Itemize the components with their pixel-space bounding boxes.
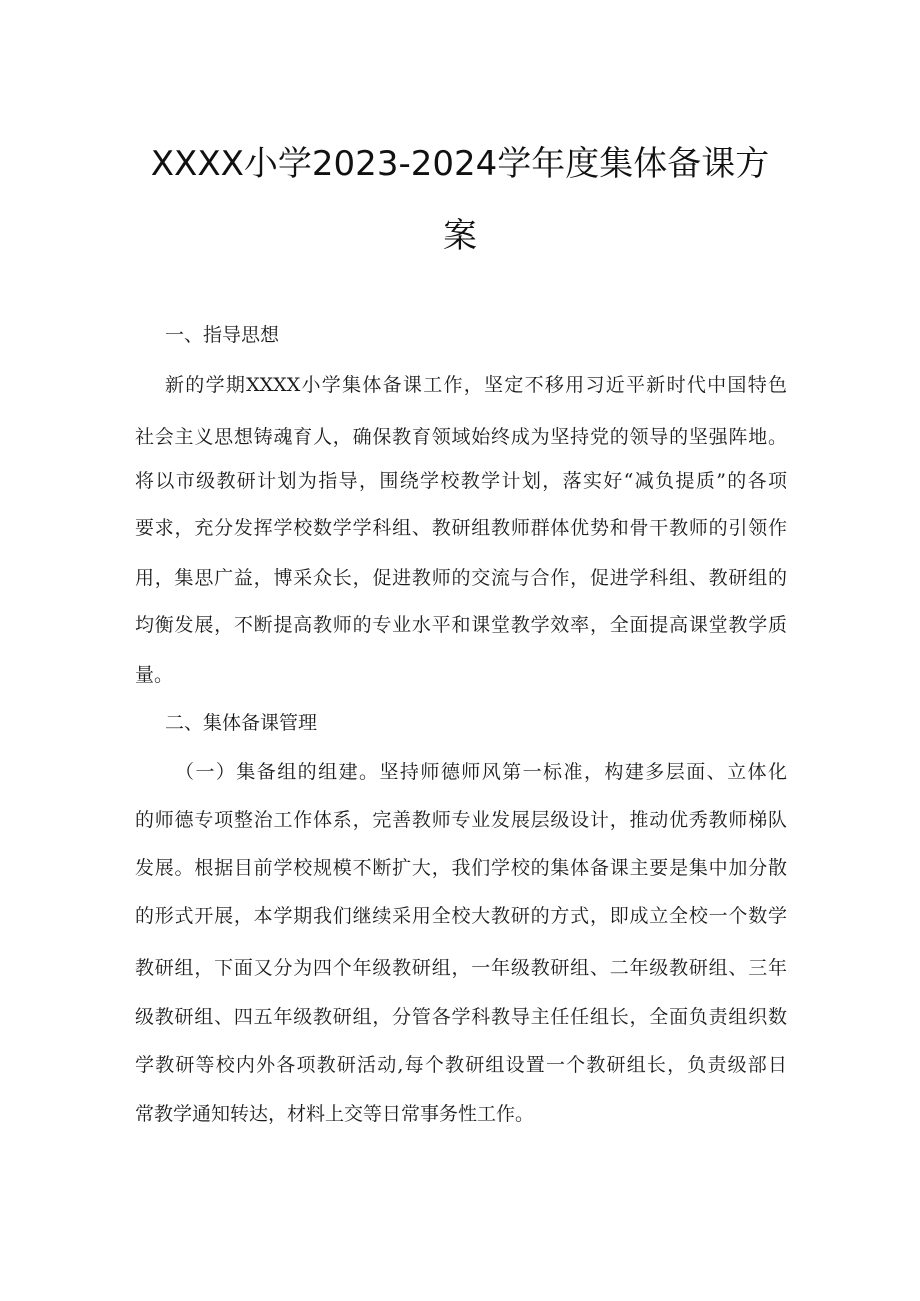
paragraph-line: 常教学通知转达，材料上交等日常事务性工作。 xyxy=(135,1103,535,1125)
paragraph-line: 的形式开展，本学期我们继续采用全校大教研的方式，即成立全校一个数学 xyxy=(135,905,787,927)
document-title-line2: 案 xyxy=(443,216,477,256)
paragraph-line: （一）集备组的组建。坚持师德师风第一标准，构建多层面、立体化 xyxy=(175,761,787,783)
paragraph-line: 级教研组、四五年级教研组，分管各学科教导主任任组长，全面负责组织数 xyxy=(135,1006,787,1028)
document-title-line1: XXXX小学2023-2024学年度集体备课方 xyxy=(150,144,770,184)
paragraph-line: 学教研等校内外各项教研活动,每个教研组设置一个教研组长，负责级部日 xyxy=(135,1054,787,1076)
paragraph-line: 量。 xyxy=(135,664,174,686)
paragraph-line: 均衡发展，不断提高教师的专业水平和课堂教学效率，全面提高课堂教学质 xyxy=(135,614,787,636)
paragraph-line: 发展。根据目前学校规模不断扩大，我们学校的集体备课主要是集中加分散 xyxy=(135,857,787,879)
paragraph-line: 将以市级教研计划为指导，围绕学校教学计划，落实好“减负提质”的各项 xyxy=(135,470,787,492)
paragraph-line: 用，集思广益，博采众长，促进教师的交流与合作，促进学科组、教研组的 xyxy=(135,567,787,589)
paragraph-line: 的师德专项整治工作体系，完善教师专业发展层级设计，推动优秀教师梯队 xyxy=(135,809,787,831)
paragraph-line: 社会主义思想铸魂育人，确保教育领域始终成为坚持党的领导的坚强阵地。 xyxy=(135,426,787,448)
paragraph-line: 新的学期XXXX小学集体备课工作，坚定不移用习近平新时代中国特色 xyxy=(165,374,787,396)
paragraph-line: 教研组，下面又分为四个年级教研组，一年级教研组、二年级教研组、三年 xyxy=(135,957,787,979)
paragraph-line: 要求，充分发挥学校数学学科组、教研组教师群体优势和骨干教师的引领作 xyxy=(135,517,787,539)
section-heading-guiding-ideology: 一、指导思想 xyxy=(165,324,280,346)
section-heading-lesson-prep-management: 二、集体备课管理 xyxy=(165,712,318,734)
